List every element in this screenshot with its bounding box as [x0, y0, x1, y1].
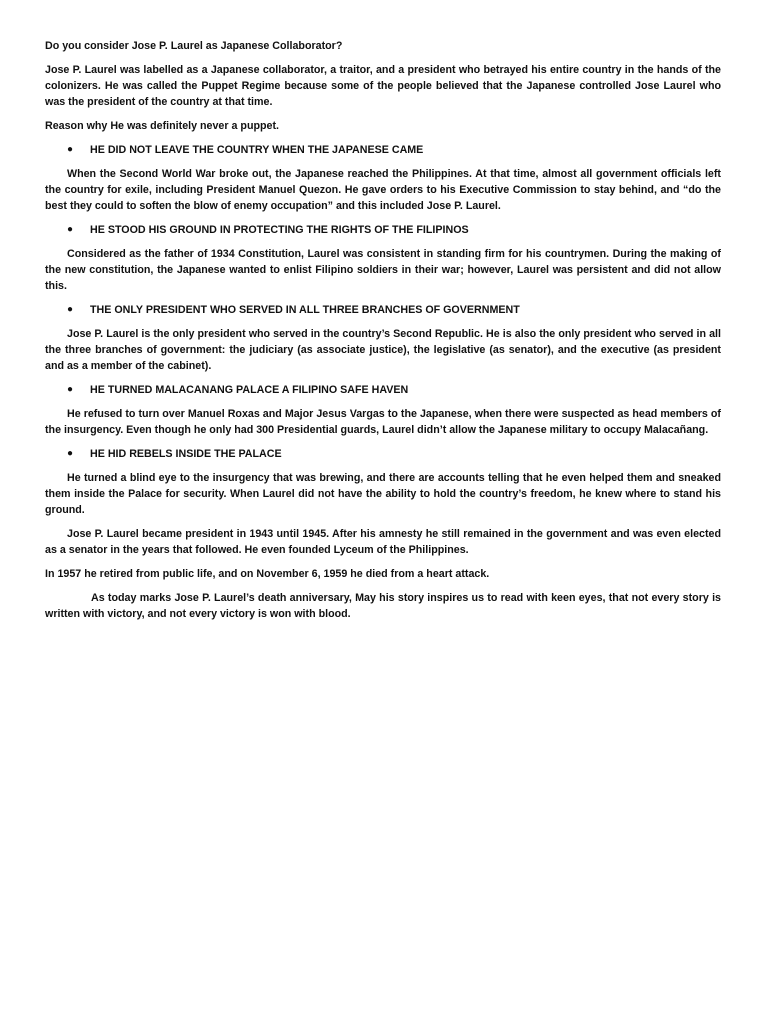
intro-paragraph: Jose P. Laurel was labelled as a Japanese collaborator, a traitor, and a president who betrayed his entire country in the hands of the colonizers. He was called the Puppet Regime because some of the people believed that the Japanese controlled Jose Laurel who was the president of the country at that time. [45, 64, 721, 108]
section-heading-text: HE HID REBELS INSIDE THE PALACE [90, 448, 282, 460]
section-heading-1 [45, 142, 721, 158]
section-heading-5 [45, 446, 721, 462]
section-heading-4 [45, 382, 721, 398]
section-heading-text: HE STOOD HIS GROUND IN PROTECTING THE RIGHTS OF THE FILIPINOS [90, 224, 469, 236]
document-title: Do you consider Jose P. Laurel as Japanese Collaborator? [45, 40, 343, 52]
section-body-3: Jose P. Laurel is the only president who served in the country’s Second Republic. He is also the only president who served in all the three branches of government: the judiciary (as associate justice), the legislative (as senator), and the executive (as president and as a member of the cabinet). [45, 328, 721, 372]
section-heading-2 [45, 222, 721, 238]
bullet-icon: ● [67, 448, 74, 459]
bullet-icon: ● [67, 144, 74, 155]
retirement-paragraph: In 1957 he retired from public life, and on November 6, 1959 he died from a heart attack. [45, 568, 490, 580]
section-body-5: He turned a blind eye to the insurgency that was brewing, and there are accounts telling that he even helped them and sneaked them inside the Palace for security. When Laurel did not have the ability to hold the country’s freedom, he knew where to stand his ground. [45, 472, 721, 516]
closing-paragraph: As today marks Jose P. Laurel’s death anniversary, May his story inspires us to read with keen eyes, that not every story is written with victory, and not every victory is won with blood. [45, 592, 721, 620]
section-body-2: Considered as the father of 1934 Constitution, Laurel was consistent in standing firm for his countrymen. During the making of the new constitution, the Japanese wanted to enlist Filipino soldiers in their war; however, Laurel was persistent and did not allow this. [45, 248, 721, 292]
section-heading-text: HE TURNED MALACANANG PALACE A FILIPINO SAFE HAVEN [90, 384, 409, 396]
bullet-icon: ● [67, 224, 74, 235]
section-body-4: He refused to turn over Manuel Roxas and Major Jesus Vargas to the Japanese, when there were suspected as head members of the insurgency. Even though he only had 300 Presidential guards, Laurel didn’t allow the Japanese military to occupy Malacañang. [45, 408, 721, 436]
reason-heading: Reason why He was definitely never a puppet. [45, 120, 280, 132]
bullet-icon: ● [67, 304, 74, 315]
section-heading-text: THE ONLY PRESIDENT WHO SERVED IN ALL THREE BRANCHES OF GOVERNMENT [90, 304, 520, 316]
section-body-1: When the Second World War broke out, the Japanese reached the Philippines. At that time, almost all government officials left the country for exile, including President Manuel Quezon. He gave orders to his Executive Commission to stay behind, and “do the best they could to soften the blow of enemy occupation” and this included Jose P. Laurel. [45, 168, 721, 212]
presidency-paragraph: Jose P. Laurel became president in 1943 until 1945. After his amnesty he still remained in the government and was even elected as a senator in the years that followed. He even founded Lyceum of the Philippines. [45, 528, 721, 556]
section-heading-text: HE DID NOT LEAVE THE COUNTRY WHEN THE JAPANESE CAME [90, 144, 424, 156]
section-heading-3 [45, 302, 721, 318]
bullet-icon: ● [67, 384, 74, 395]
document-page [45, 38, 721, 630]
